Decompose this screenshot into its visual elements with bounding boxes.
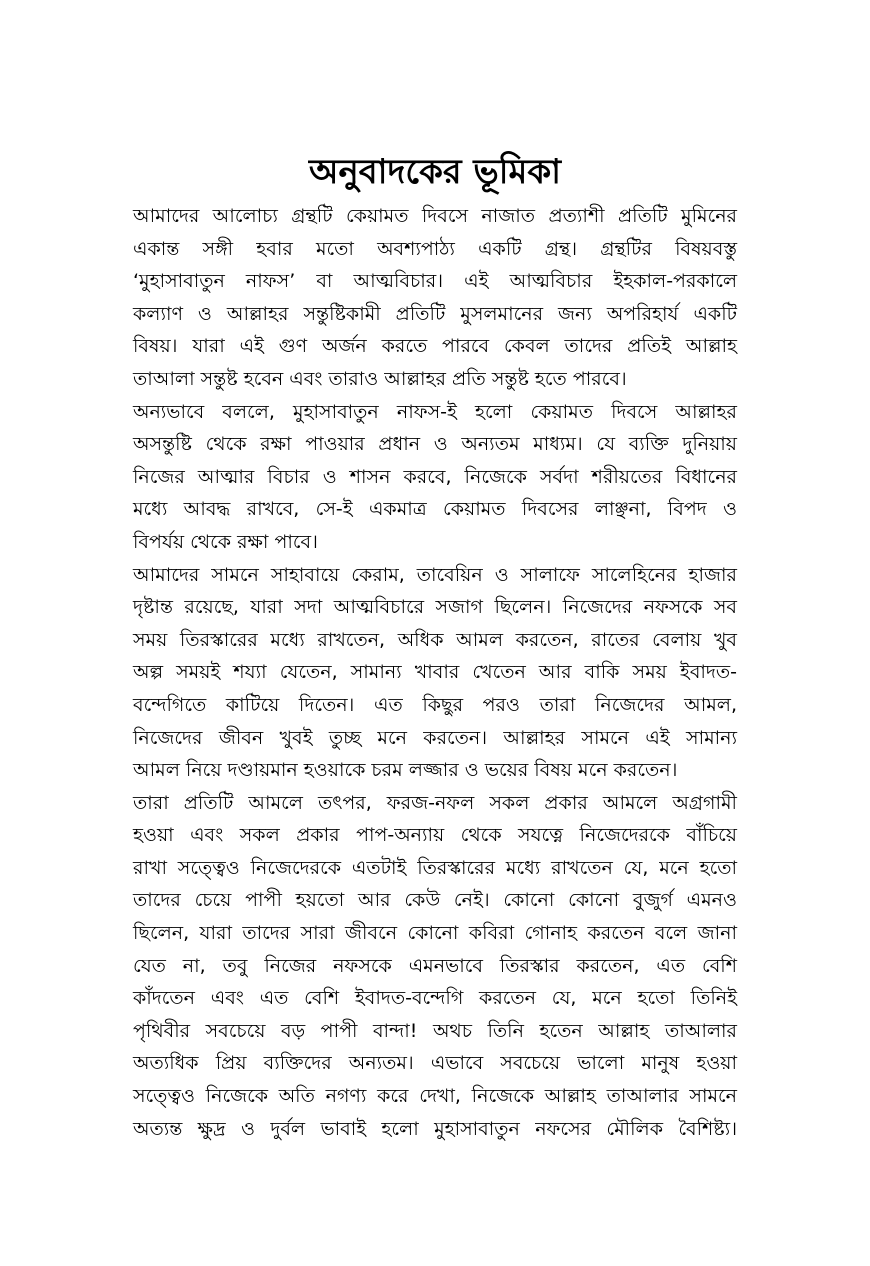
text-line: অন্যভাবে বললে, মুহাসাবাতুন নাফস-ই হলো কেয়ামত দিবসে আল্লাহর [133, 400, 737, 423]
text-line: বন্দেগিতে কাটিয়ে দিতেন। এত কিছুর পরও তারা নিজেদের আমল, [133, 693, 737, 716]
text-line: বিপর্যয় থেকে রক্ষা পাবে। [133, 530, 318, 553]
text-line: নিজেদের জীবন খুবই তুচ্ছ মনে করতেন। আল্লাহর সামনে এই সামান্য [133, 726, 737, 749]
text-line: কল্যাণ ও আল্লাহর সন্তুষ্টিকামী প্রতিটি মুসলমানের জন্য অপরিহার্য একটি [133, 302, 737, 325]
paragraph-2 [133, 396, 737, 559]
text-line: অত্যন্ত ক্ষুদ্র ও দুর্বল ভাবাই হলো মুহাসাবাতুন নফসের মৌলিক বৈশিষ্ট্য। [133, 1117, 737, 1140]
text-line: আমাদের আলোচ্য গ্রন্থটি কেয়ামত দিবসে নাজাত প্রত্যাশী প্রতিটি মুমিনের [133, 205, 737, 227]
body-text [133, 200, 737, 1145]
text-line: অত্যধিক প্রিয় ব্যক্তিদের অন্যতম। এভাবে সবচেয়ে ভালো মানুষ হওয়া [133, 1052, 737, 1075]
text-line: তাআলা সন্তুষ্ট হবেন এবং তারাও আল্লাহর প্রতি সন্তুষ্ট হতে পারবে। [133, 367, 627, 390]
text-line: ‘মুহাসাবাতুন নাফস’ বা আত্মবিচার। এই আত্মবিচার ইহকাল-পরকালে [133, 270, 737, 293]
text-line: তারা প্রতিটি আমলে তৎপর, ফরজ-নফল সকল প্রকার আমলে অগ্রগামী [133, 791, 737, 814]
text-line: ছিলেন, যারা তাদের সারা জীবনে কোনো কবিরা গোনাহ করতেন বলে জানা [133, 922, 737, 945]
text-line: আমল নিয়ে দণ্ডায়মান হওয়াকে চরম লজ্জার ও ভয়ের বিষয় মনে করতেন। [133, 759, 678, 782]
text-line: তাদের চেয়ে পাপী হয়তো আর কেউ নেই। কোনো কোনো বুজুর্গ এমনও [133, 889, 737, 912]
text-line: আমাদের সামনে সাহাবায়ে কেরাম, তাবেয়িন ও সালাফে সালেহিনের হাজার [133, 563, 737, 586]
text-line: মধ্যে আবদ্ধ রাখবে, সে-ই একমাত্র কেয়ামত দিবসের লাঞ্ছনা, বিপদ ও [133, 498, 737, 521]
chapter-title: অনুবাদকের ভূমিকা [309, 152, 561, 192]
paragraph-3 [133, 559, 737, 787]
text-line: হওয়া এবং সকল প্রকার পাপ-অন্যায় থেকে সযত্নে নিজেদেরকে বাঁচিয়ে [133, 824, 737, 847]
paragraph-1 [133, 200, 737, 396]
text-line: বিষয়। যারা এই গুণ অর্জন করতে পারবে কেবল তাদের প্রতিই আল্লাহ [133, 335, 737, 358]
text-line: সত্ত্বেও নিজেকে অতি নগণ্য করে দেখা, নিজেকে আল্লাহ তাআলার সামনে [133, 1085, 737, 1108]
text-line: রাখা সত্ত্বেও নিজেদেরকে এতটাই তিরস্কারের মধ্যে রাখতেন যে, মনে হতো [133, 856, 737, 879]
text-line: অসন্তুষ্টি থেকে রক্ষা পাওয়ার প্রধান ও অন্যতম মাধ্যম। যে ব্যক্তি দুনিয়ায় [133, 433, 737, 456]
text-line: অল্প সময়ই শয্যা যেতেন, সামান্য খাবার খেতেন আর বাকি সময় ইবাদত- [133, 661, 737, 684]
text-line: সময় তিরস্কারের মধ্যে রাখতেন, অধিক আমল করতেন, রাতের বেলায় খুব [133, 628, 737, 651]
text-line: পৃথিবীর সবচেয়ে বড় পাপী বান্দা! অথচ তিনি হতেন আল্লাহ তাআলার [133, 1019, 737, 1042]
text-line: যেত না, তবু নিজের নফসকে এমনভাবে তিরস্কার করতেন, এত বেশি [133, 954, 737, 977]
text-line: নিজের আত্মার বিচার ও শাসন করবে, নিজেকে সর্বদা শরীয়তের বিধানের [133, 465, 737, 488]
text-line: একান্ত সঙ্গী হবার মতো অবশ্যপাঠ্য একটি গ্রন্থ। গ্রন্থটির বিষয়বস্তু [133, 237, 737, 260]
text-line: দৃষ্টান্ত রয়েছে, যারা সদা আত্মবিচারে সজাগ ছিলেন। নিজেদের নফসকে সব [133, 596, 737, 619]
text-line: কাঁদতেন এবং এত বেশি ইবাদত-বন্দেগি করতেন যে, মনে হতো তিনিই [133, 987, 737, 1010]
paragraph-4 [133, 787, 737, 1146]
